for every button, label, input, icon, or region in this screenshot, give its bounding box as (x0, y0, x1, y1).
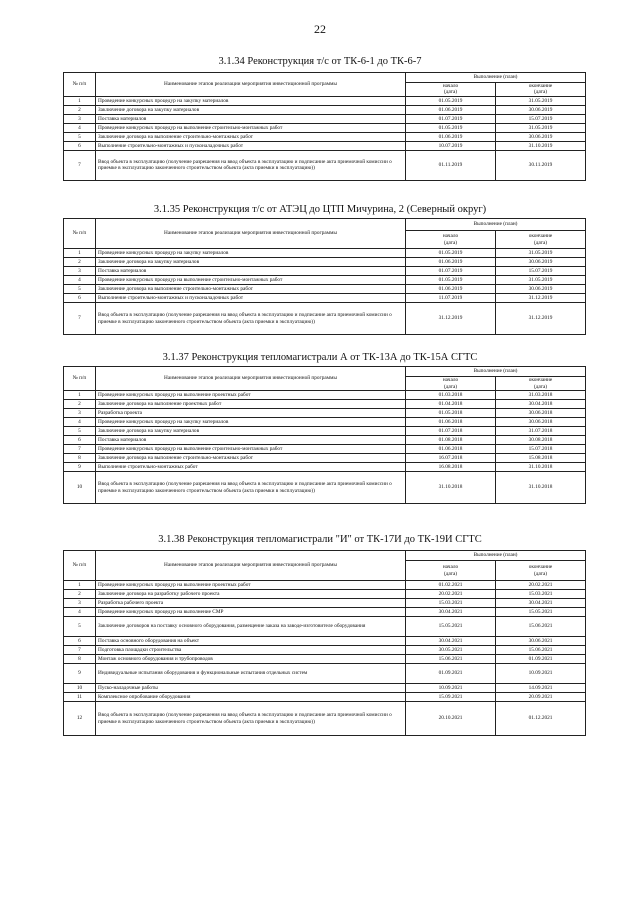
row-number: 2 (64, 105, 96, 114)
end-date: 31.12.2019 (496, 294, 586, 303)
stage-name: Проведение конкурсных процедур на закупку материалов (96, 249, 406, 258)
start-date: 10.09.2021 (406, 684, 496, 693)
start-date: 01.02.2021 (406, 581, 496, 590)
row-number: 6 (64, 141, 96, 150)
start-date: 01.07.2019 (406, 114, 496, 123)
table-row (64, 454, 586, 463)
row-number: 7 (64, 150, 96, 180)
schedule-table (63, 366, 586, 504)
header-start (406, 561, 496, 581)
header-date-label: (дата) (533, 239, 548, 246)
start-date: 15.06.2021 (406, 655, 496, 664)
row-number: 2 (64, 258, 96, 267)
table-row (64, 150, 586, 180)
stage-name: Заключение договора на выполнение строительно-монтажных работ (96, 132, 406, 141)
row-number: 1 (64, 581, 96, 590)
end-date: 20.02.2021 (496, 581, 586, 590)
stage-name: Поставка основного оборудования на объект (96, 637, 406, 646)
row-number: 6 (64, 637, 96, 646)
start-date: 01.05.2018 (406, 409, 496, 418)
table-row (64, 114, 586, 123)
header-stages: Наименование этапов реализации мероприятия инвестиционной программы (96, 73, 406, 97)
table-row (64, 427, 586, 436)
section-title: 3.1.35 Реконструкция т/с от АТЭЦ до ЦТП Мичурина, 2 (Северный округ) (153, 204, 487, 215)
header-date-label: (дата) (533, 570, 548, 577)
header-group: Выполнение (план) (406, 219, 586, 231)
stage-name: Подготовка площадки строительства (96, 646, 406, 655)
table-row (64, 418, 586, 427)
table-row (64, 445, 586, 454)
end-date: 30.04.2018 (496, 400, 586, 409)
end-date: 15.07.2019 (496, 114, 586, 123)
table-row (64, 693, 586, 702)
header-num: № п/п (64, 219, 96, 249)
header-end (496, 377, 586, 391)
row-number: 6 (64, 436, 96, 445)
table-row (64, 472, 586, 504)
table-row (64, 258, 586, 267)
header-row (64, 551, 586, 561)
stage-name: Проведение конкурсных процедур на выполнение строительно-монтажных работ (96, 123, 406, 132)
table-row (64, 436, 586, 445)
header-end-label: окончание (528, 83, 553, 89)
header-end (496, 231, 586, 249)
row-number: 5 (64, 427, 96, 436)
table-row (64, 141, 586, 150)
end-date: 15.03.2021 (496, 590, 586, 599)
end-date: 31.10.2019 (496, 141, 586, 150)
start-date: 01.05.2019 (406, 96, 496, 105)
header-start-label: начало (442, 233, 459, 240)
header-num: № п/п (64, 367, 96, 391)
table-row (64, 608, 586, 617)
start-date: 01.05.2019 (406, 276, 496, 285)
end-date: 14.09.2021 (496, 684, 586, 693)
schedule-table (63, 72, 586, 181)
header-group: Выполнение (план) (406, 73, 586, 83)
end-date: 01.12.2021 (496, 702, 586, 736)
row-number: 12 (64, 702, 96, 736)
row-number: 6 (64, 294, 96, 303)
stage-name: Проведение конкурсных процедур на выполнение проектных работ (96, 391, 406, 400)
start-date: 01.06.2019 (406, 105, 496, 114)
end-date: 30.06.2019 (496, 132, 586, 141)
stage-name: Выполнение строительно-монтажных и пусконаладочных работ (96, 141, 406, 150)
row-number: 4 (64, 418, 96, 427)
start-date: 01.06.2019 (406, 258, 496, 267)
schedule-table (63, 218, 586, 335)
row-number: 3 (64, 114, 96, 123)
start-date: 15.03.2021 (406, 599, 496, 608)
end-date: 15.05.2021 (496, 608, 586, 617)
table-row (64, 391, 586, 400)
start-date: 01.05.2019 (406, 123, 496, 132)
end-date: 30.08.2018 (496, 436, 586, 445)
stage-name: Монтаж основного оборудования и трубопроводов (96, 655, 406, 664)
row-number: 8 (64, 655, 96, 664)
table-row (64, 400, 586, 409)
row-number: 3 (64, 409, 96, 418)
row-number: 3 (64, 599, 96, 608)
row-number: 3 (64, 267, 96, 276)
table-row (64, 276, 586, 285)
section-title: 3.1.38 Реконструкция тепломагистрали "И" от ТК-17И до ТК-19И СГТС (158, 534, 482, 545)
end-date: 10.09.2021 (496, 664, 586, 684)
stage-name: Ввод объекта в эксплуатацию (получение разрешения на ввод объекта в эксплуатацию и подписание акта приемочной комиссии о приемке в эксплуатацию законченного строительством объекта (акта приемки в эксплуатацию)) (96, 303, 406, 335)
header-date-label: (дата) (533, 383, 548, 390)
start-date: 01.06.2018 (406, 445, 496, 454)
row-number: 4 (64, 608, 96, 617)
start-date: 30.04.2021 (406, 608, 496, 617)
header-group: Выполнение (план) (406, 367, 586, 377)
end-date: 30.06.2019 (496, 258, 586, 267)
start-date: 30.04.2021 (406, 637, 496, 646)
row-number: 1 (64, 391, 96, 400)
stage-name: Проведение конкурсных процедур на закупку материалов (96, 418, 406, 427)
stage-name: Заключение договоров на поставку основного оборудования, размещение заказа на заводе-изготовителе оборудования (96, 617, 406, 637)
stage-name: Поставка материалов (96, 436, 406, 445)
stage-name: Заключение договора на закупку материалов (96, 105, 406, 114)
start-date: 20.10.2021 (406, 702, 496, 736)
row-number: 11 (64, 693, 96, 702)
table-row (64, 132, 586, 141)
start-date: 10.07.2019 (406, 141, 496, 150)
row-number: 9 (64, 664, 96, 684)
table-row (64, 303, 586, 335)
end-date: 31.10.2018 (496, 472, 586, 504)
stage-name: Заключение договора на выполнение строительно-монтажных работ (96, 454, 406, 463)
row-number: 7 (64, 646, 96, 655)
table-row (64, 664, 586, 684)
header-start-label: начало (442, 564, 459, 571)
row-number: 10 (64, 684, 96, 693)
header-start (406, 83, 496, 97)
end-date: 15.06.2021 (496, 617, 586, 637)
stage-name: Разработка рабочего проекта (96, 599, 406, 608)
header-stages: Наименование этапов реализации мероприятия инвестиционной программы (96, 367, 406, 391)
header-start (406, 377, 496, 391)
header-stages: Наименование этапов реализации мероприятия инвестиционной программы (96, 219, 406, 249)
stage-name: Выполнение строительно-монтажных и пусконаладочных работ (96, 294, 406, 303)
stage-name: Индивидуальные испытания оборудования и функциональные испытания отдельных систем (96, 664, 406, 684)
start-date: 01.07.2018 (406, 427, 496, 436)
stage-name: Заключение договора на выполнение строительно-монтажных работ (96, 285, 406, 294)
table-row (64, 655, 586, 664)
table-row (64, 599, 586, 608)
start-date: 01.06.2019 (406, 132, 496, 141)
section-title: 3.1.34 Реконструкция т/с от ТК-6-1 до ТК-6-7 (218, 56, 422, 67)
header-stages: Наименование этапов реализации мероприятия инвестиционной программы (96, 551, 406, 581)
start-date: 16.07.2018 (406, 454, 496, 463)
table-row (64, 267, 586, 276)
start-date: 30.05.2021 (406, 646, 496, 655)
row-number: 10 (64, 472, 96, 504)
row-number: 5 (64, 617, 96, 637)
stage-name: Заключение договора на выполнение проектных работ (96, 400, 406, 409)
table-row (64, 590, 586, 599)
start-date: 01.06.2019 (406, 285, 496, 294)
row-number: 5 (64, 132, 96, 141)
header-date-label: (дата) (443, 383, 458, 390)
header-date-label: (дата) (443, 570, 458, 577)
start-date: 01.06.2018 (406, 418, 496, 427)
table-row (64, 684, 586, 693)
table-row (64, 646, 586, 655)
stage-name: Пуско-наладочные работы (96, 684, 406, 693)
row-number: 9 (64, 463, 96, 472)
table-row (64, 105, 586, 114)
end-date: 15.07.2019 (496, 267, 586, 276)
stage-name: Ввод объекта в эксплуатацию (получение разрешения на ввод объекта в эксплуатацию и подписание акта приемочной комиссии о приемке в эксплуатацию законченного строительством объекта (акта приемки в эксплуатацию)) (96, 150, 406, 180)
header-row (64, 219, 586, 231)
end-date: 31.05.2019 (496, 249, 586, 258)
end-date: 20.09.2021 (496, 693, 586, 702)
start-date: 01.11.2019 (406, 150, 496, 180)
row-number: 4 (64, 276, 96, 285)
table-row (64, 285, 586, 294)
header-num: № п/п (64, 73, 96, 97)
start-date: 20.02.2021 (406, 590, 496, 599)
row-number: 1 (64, 249, 96, 258)
stage-name: Ввод объекта в эксплуатацию (получение разрешения на ввод объекта в эксплуатацию и подписание акта приемочной комиссии о приемке в эксплуатацию законченного строительством объекта (акта приемки в эксплуатацию)) (96, 702, 406, 736)
table-row (64, 123, 586, 132)
end-date: 31.10.2018 (496, 463, 586, 472)
section-title: 3.1.37 Реконструкция тепломагистрали А от ТК-13А до ТК-15А СГТС (162, 352, 478, 363)
table-row (64, 463, 586, 472)
header-end-label: окончание (528, 564, 553, 571)
end-date: 30.06.2021 (496, 637, 586, 646)
end-date: 31.12.2019 (496, 303, 586, 335)
start-date: 01.04.2018 (406, 400, 496, 409)
stage-name: Проведение конкурсных процедур на закупку материалов (96, 96, 406, 105)
stage-name: Поставка материалов (96, 114, 406, 123)
table-row (64, 637, 586, 646)
header-end (496, 561, 586, 581)
end-date: 30.06.2019 (496, 285, 586, 294)
end-date: 30.06.2018 (496, 409, 586, 418)
header-start-label: начало (442, 83, 459, 89)
row-number: 7 (64, 445, 96, 454)
table-row (64, 249, 586, 258)
table-row (64, 617, 586, 637)
end-date: 30.06.2018 (496, 418, 586, 427)
end-date: 15.06.2021 (496, 646, 586, 655)
stage-name: Заключение договора на закупку материалов (96, 258, 406, 267)
end-date: 15.08.2018 (496, 454, 586, 463)
end-date: 15.07.2018 (496, 445, 586, 454)
header-row (64, 367, 586, 377)
header-end (496, 83, 586, 97)
start-date: 01.03.2018 (406, 391, 496, 400)
start-date: 15.09.2021 (406, 693, 496, 702)
stage-name: Заключение договора на закупку материалов (96, 427, 406, 436)
end-date: 31.07.2018 (496, 427, 586, 436)
header-num: № п/п (64, 551, 96, 581)
stage-name: Разработка проекта (96, 409, 406, 418)
stage-name: Проведение конкурсных процедур на выполнение строительно-монтажных работ (96, 445, 406, 454)
page-number: 22 (314, 22, 326, 36)
end-date: 30.04.2021 (496, 599, 586, 608)
end-date: 30.11.2019 (496, 150, 586, 180)
row-number: 4 (64, 123, 96, 132)
header-date-label: (дата) (443, 89, 458, 96)
start-date: 31.12.2019 (406, 303, 496, 335)
stage-name: Выполнение строительно-монтажных работ (96, 463, 406, 472)
table-row (64, 96, 586, 105)
row-number: 2 (64, 400, 96, 409)
header-end-label: окончание (528, 233, 553, 240)
end-date: 31.05.2019 (496, 96, 586, 105)
row-number: 2 (64, 590, 96, 599)
header-start (406, 231, 496, 249)
end-date: 31.05.2019 (496, 123, 586, 132)
start-date: 16.08.2018 (406, 463, 496, 472)
stage-name: Комплексное опробование оборудования (96, 693, 406, 702)
header-end-label: окончание (528, 377, 553, 384)
stage-name: Заключение договора на разработку рабочего проекта (96, 590, 406, 599)
stage-name: Ввод объекта в эксплуатацию (получение разрешения на ввод объекта в эксплуатацию и подписание акта приемочной комиссии о приемке в эксплуатацию законченного строительством объекта (акта приемки в эксплуатацию)) (96, 472, 406, 504)
row-number: 8 (64, 454, 96, 463)
header-start-label: начало (442, 377, 459, 384)
start-date: 31.10.2018 (406, 472, 496, 504)
end-date: 01.09.2021 (496, 655, 586, 664)
stage-name: Проведение конкурсных процедур на выполнение СМР (96, 608, 406, 617)
table-row (64, 409, 586, 418)
row-number: 1 (64, 96, 96, 105)
table-row (64, 294, 586, 303)
row-number: 5 (64, 285, 96, 294)
header-row (64, 73, 586, 83)
end-date: 30.06.2019 (496, 105, 586, 114)
start-date: 11.07.2019 (406, 294, 496, 303)
header-date-label: (дата) (533, 89, 548, 96)
end-date: 31.05.2019 (496, 276, 586, 285)
header-group: Выполнение (план) (406, 551, 586, 561)
stage-name: Поставка материалов (96, 267, 406, 276)
stage-name: Проведение конкурсных процедур на выполнение строительно-монтажных работ (96, 276, 406, 285)
start-date: 01.05.2019 (406, 249, 496, 258)
end-date: 31.03.2018 (496, 391, 586, 400)
row-number: 7 (64, 303, 96, 335)
table-row (64, 581, 586, 590)
table-row (64, 702, 586, 736)
schedule-table (63, 550, 586, 736)
start-date: 01.07.2019 (406, 267, 496, 276)
start-date: 01.08.2018 (406, 436, 496, 445)
stage-name: Проведение конкурсных процедур на выполнение проектных работ (96, 581, 406, 590)
start-date: 01.09.2021 (406, 664, 496, 684)
header-date-label: (дата) (443, 239, 458, 246)
start-date: 15.05.2021 (406, 617, 496, 637)
